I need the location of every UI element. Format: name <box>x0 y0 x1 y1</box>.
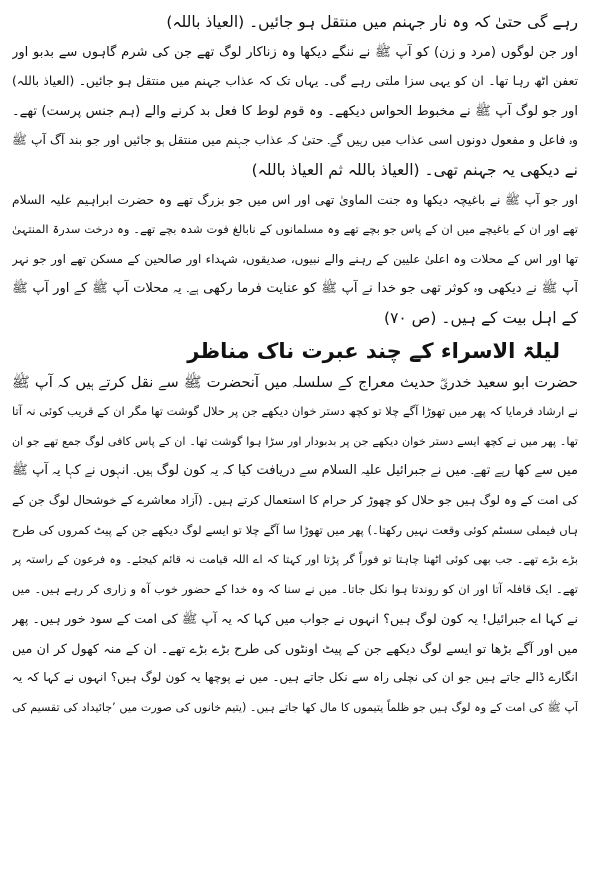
text-line: میں سے کھا رہے تھے۔ میں نے جبرائیل علیہ السلام سے دریافت کیا کہ یہ کون لوگ ہیں۔ انہوں نے کہا یہ آپ ﷺ <box>12 463 578 479</box>
text-line: تعفن اٹھ رہا تھا۔ ان کو یہی سزا ملتی رہے گی۔ یہاں تک کہ عذاب جہنم میں منتقل ہو جائیں۔ (العیاذ باللہ) <box>12 74 578 89</box>
text-line: اور جو آپ ﷺ نے باغیچہ دیکھا وہ جنت الماویٰ تھی اور اس میں جو بزرگ تھے وہ حضرت ابراہیم علیہ السلام <box>12 192 578 207</box>
text-line: ہاں فیملی سسٹم کوئی وقعت نہیں رکھتا۔) پھر میں تھوڑا سا آگے چلا تو ایسے لوگ دیکھے جن کے پیٹ کمروں کی طرح <box>12 522 578 537</box>
text-line: حضرت ابو سعید خدریؓ حدیث معراج کے سلسلہ میں آنحضرت ﷺ سے نقل کرتے ہیں کہ آپ ﷺ <box>12 373 578 391</box>
text-line: اور جن لوگوں (مرد و زن) کو آپ ﷺ نے ننگے دیکھا وہ زناکار لوگ تھے جن کی شرم گاہوں سے بدبو اور <box>12 44 578 60</box>
text-line: آپ ﷺ نے دیکھی وہ کوثر تھی جو خدا نے آپ ﷺ کو عنایت فرما رکھی ہے۔ یہ محلات آپ ﷺ کے اور آپ ﷺ <box>12 281 578 297</box>
text-line: رہے گی حتیٰ کہ وہ نار جہنم میں منتقل ہو جائیں۔ (العیاذ باللہ) <box>166 13 578 31</box>
paragraph-punishments <box>12 8 578 186</box>
text-line: کے اہل بیت کے ہیں۔ (ص ۷۰) <box>384 308 578 327</box>
text-line: وہ فاعل و مفعول دونوں اسی عذاب میں رہیں گے۔ حتیٰ کہ عذاب جہنم میں منتقل ہو جائیں اور جو بند آگ آپ ﷺ <box>12 133 578 148</box>
text-line: تھا۔ پھر میں نے کچھ ایسے دستر خوان دیکھے جن پر بدبودار اور سڑا ہوا گوشت تھا۔ ان کے پاس کافی لوگ جمع تھے جو ان <box>12 434 578 448</box>
text-line: نے دیکھی یہ جہنم تھی۔ (العیاذ باللہ ثم العیاذ باللہ) <box>251 160 578 179</box>
text-line: میں اور آگے بڑھا تو ایسے لوگ دیکھے جن کے پیٹ اونٹوں کی طرح بڑے بڑے تھے۔ ان کے منہ کھول کر ان میں <box>12 640 578 656</box>
text-line: نے کہا اے جبرائیل! یہ کون لوگ ہیں؟ انہوں نے جواب میں کہا کہ یہ آپ ﷺ کی امت کے سود خور ہیں۔ پھر <box>12 611 578 627</box>
text-line: کی امت کے وہ لوگ ہیں جو حلال کو چھوڑ کر حرام کا استعمال کرتے ہیں۔ (آزاد معاشرے کے خوشحال لوگ جن کے <box>12 492 578 507</box>
text-line: اور جو لوگ آپ ﷺ نے مخبوط الحواس دیکھے۔ وہ قوم لوط کا فعل بد کرنے والے (ہم جنس پرست) تھے۔ <box>12 103 578 119</box>
text-line: بڑے بڑے تھے۔ جب بھی کوئی اٹھنا چاہتا تو فوراً گر پڑتا اور کہتا کہ اے اللہ قیامت نہ قائم کیجئے۔ وہ فرعون کے راستہ پر <box>12 553 578 567</box>
text-line: تھا اور اس کے محلات وہ اعلیٰ علیین کے رہنے والے نبیوں، صدیقوں، شہداء اور صالحین کے مسکن تھے اور جو نہر <box>12 251 578 266</box>
text-line: تھے۔ ایک قافلہ آتا اور ان کو روندتا ہوا نکل جاتا۔ میں نے سنا کہ وہ خدا کے حضور خوب آہ و زاری کر رہے ہیں۔ میں <box>12 581 578 596</box>
paragraph-hadith <box>12 368 578 723</box>
text-line: نے ارشاد فرمایا کہ پھر میں تھوڑا آگے چلا تو کچھ دستر خوان دیکھے جن پر حلال گوشت تھا مگر ان کے قریب کوئی نہ آتا <box>12 404 578 419</box>
text-line: انگارے ڈالے جاتے ہیں جو ان کی نچلی راہ سے نکل جاتے ہیں۔ میں نے پوچھا یہ کون لوگ ہیں؟ انہوں نے کہا کہ یہ <box>12 670 578 685</box>
paragraph-garden <box>12 186 578 334</box>
section-heading: لیلۃ الاسراء کے چند عبرت ناک مناظر <box>187 338 560 363</box>
text-line: تھے اور ان کے باغیچے میں ان کے پاس جو بچے تھے وہ مسلمانوں کے نابالغ فوت شدہ بچے تھے۔ وہ درخت سدرۃ المنتہیٰ <box>12 222 578 237</box>
text-line: آپ ﷺ کی امت کے وہ لوگ ہیں جو ظلماً یتیموں کا مال کھا جاتے ہیں۔ (یتیم خانوں کی صورت میں ’جائیداد کی تقسیم کی <box>12 701 578 715</box>
